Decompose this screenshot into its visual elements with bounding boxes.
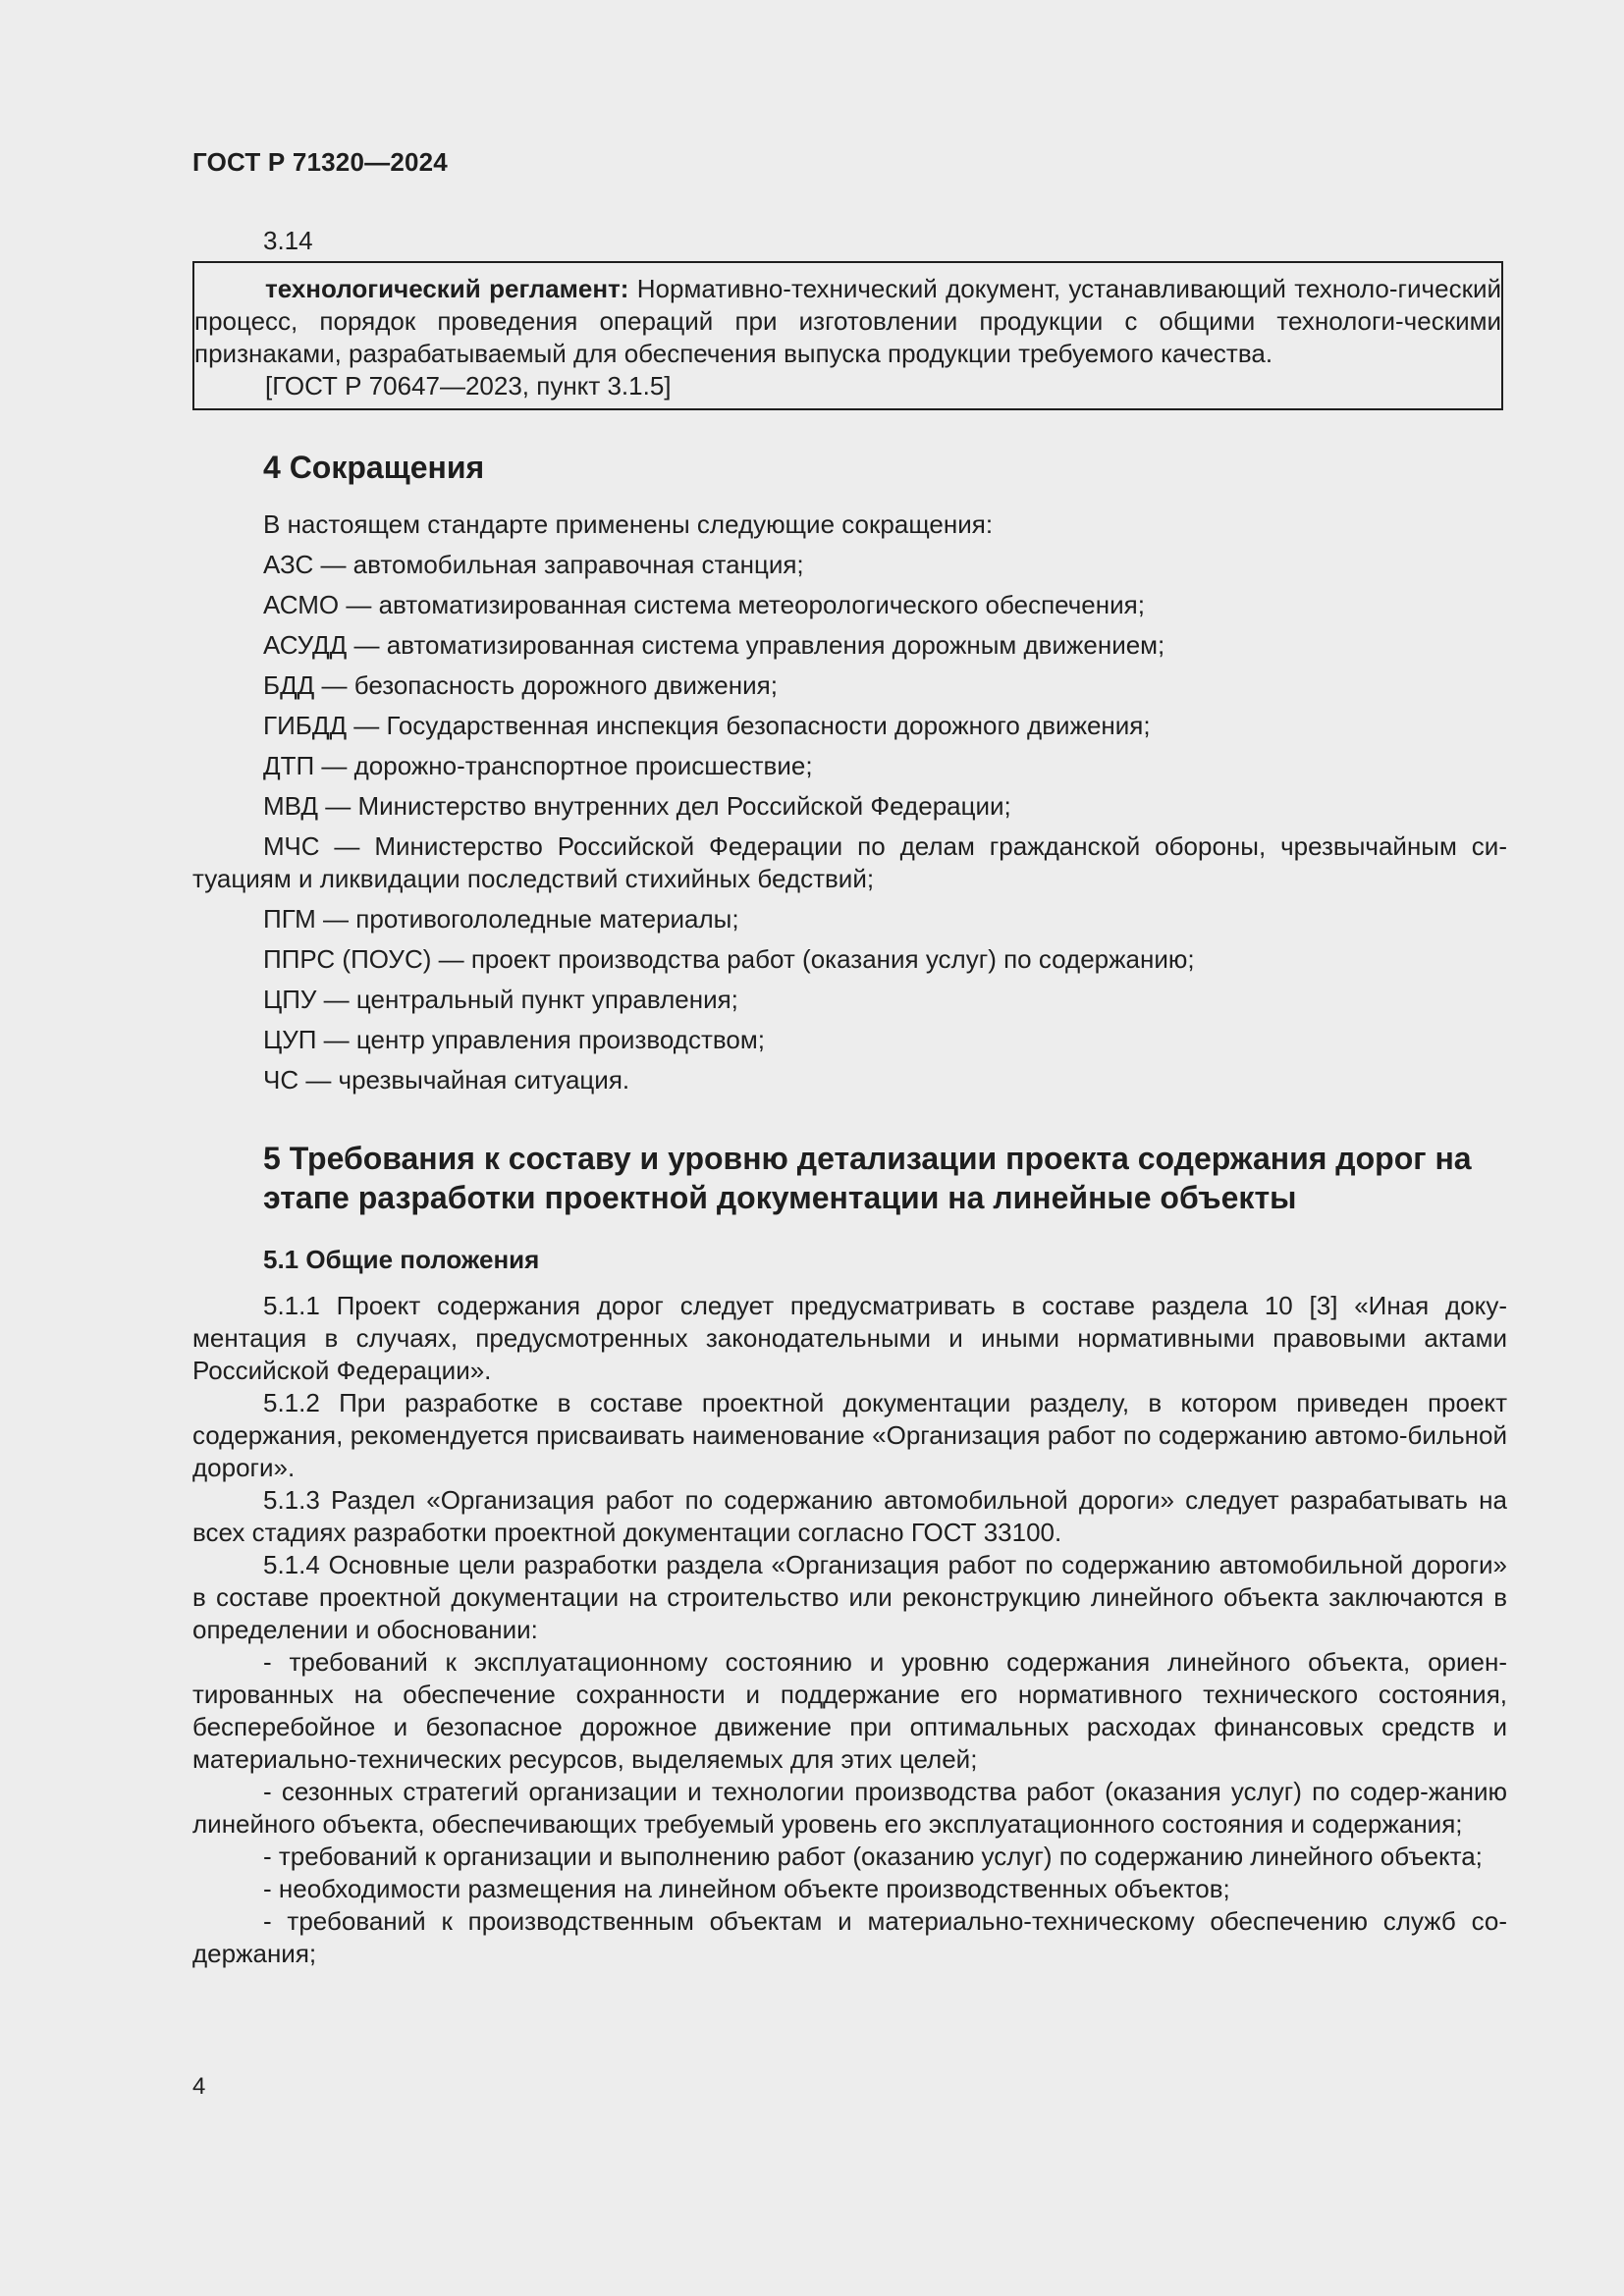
list-item: - требований к производственным объектам и материально-техническому обеспечению служб со-держания;: [192, 1906, 1507, 1968]
abbreviation-intro: В настоящем стандарте применены следующие сокращения:: [263, 509, 994, 539]
abbreviation-item: ГИБДД — Государственная инспекция безопасности дорожного движения;: [263, 711, 1151, 740]
term-number: 3.14: [263, 226, 313, 255]
abbreviation-item: ППРС (ПОУС) — проект производства работ (оказания услуг) по содержанию;: [263, 944, 1195, 974]
abbreviation-list: [192, 508, 1507, 1104]
section-4-title: 4 Сокращения: [263, 450, 485, 485]
list-item: - требований к организации и выполнению работ (оказанию услуг) по содержанию линейного объекта;: [263, 1842, 1483, 1871]
list-item: - требований к эксплуатационному состоянию и уровню содержания линейного объекта, ориен-тированных на обеспечение сохранности и поддержание его нормативного технического состояния, бесперебойное и безопасное дорожное движение при оптимальных расходах финансовых средств и материально-технических ресурсов, выделяемых для этих целей;: [192, 1647, 1507, 1774]
term-source: [ГОСТ Р 70647—2023, пункт 3.1.5]: [265, 371, 672, 400]
page-number: 4: [192, 2073, 206, 2100]
section-5-1-body: [192, 1290, 1507, 1970]
paragraph: 5.1.2 При разработке в составе проектной документации разделу, в котором приведен проект содержания, рекомендуется присваивать наименование «Организация работ по содержанию автомо-бильной дороги».: [192, 1388, 1507, 1482]
abbreviation-item: АСМО — автоматизированная система метеорологического обеспечения;: [263, 590, 1145, 619]
term-label: технологический регламент:: [265, 274, 629, 303]
section-5-title: 5 Требования к составу и уровню детализации проекта содержания дорог на этапе разработки проектной документации на линейные объекты: [263, 1141, 1472, 1215]
abbreviation-item: МВД — Министерство внутренних дел Российской Федерации;: [263, 791, 1011, 821]
paragraph: 5.1.1 Проект содержания дорог следует предусматривать в составе раздела 10 [3] «Иная доку-ментация в случаях, предусмотренных законодательными и иными нормативными правовыми актами Российской Федерации».: [192, 1291, 1507, 1385]
abbreviation-item: ПГМ — противогололедные материалы;: [263, 904, 739, 934]
abbreviation-item: БДД — безопасность дорожного движения;: [263, 670, 778, 700]
abbreviation-item: ЦУП — центр управления производством;: [263, 1025, 765, 1054]
document-header: ГОСТ Р 71320—2024: [192, 147, 448, 177]
abbreviation-item: ЧС — чрезвычайная ситуация.: [263, 1065, 630, 1095]
list-item: - сезонных стратегий организации и технологии производства работ (оказания услуг) по содер-жанию линейного объекта, обеспечивающих требуемый уровень его эксплуатационного состояния и содержания;: [192, 1777, 1507, 1839]
term-definition: [194, 273, 1501, 370]
abbreviation-item: АСУДД — автоматизированная система управления дорожным движением;: [263, 630, 1165, 660]
abbreviation-item: ЦПУ — центральный пункт управления;: [263, 985, 738, 1014]
abbreviation-item: АЗС — автомобильная заправочная станция;: [263, 550, 804, 579]
term-definition-box: [192, 261, 1503, 410]
subsection-5-1-title: 5.1 Общие положения: [263, 1245, 540, 1274]
abbreviation-item: МЧС — Министерство Российской Федерации по делам гражданской обороны, чрезвычайным си-туациям и ликвидации последствий стихийных бедствий;: [192, 831, 1507, 893]
term-definition-text: Нормативно-технический документ, устанавливающий техноло-гический процесс, порядок проведения операций при изготовлении продукции с общими технологи-ческими признаками, разрабатываемый для обеспечения выпуска продукции требуемого качества.: [194, 274, 1501, 368]
paragraph: 5.1.3 Раздел «Организация работ по содержанию автомобильной дороги» следует разрабатывать на всех стадиях разработки проектной документации согласно ГОСТ 33100.: [192, 1485, 1507, 1547]
abbreviation-item: ДТП — дорожно-транспортное происшествие;: [263, 751, 813, 780]
paragraph: 5.1.4 Основные цели разработки раздела «Организация работ по содержанию автомобильной дороги» в составе проектной документации на строительство или реконструкцию линейного объекта заключаются в определении и обосновании:: [192, 1550, 1507, 1644]
list-item: - необходимости размещения на линейном объекте производственных объектов;: [263, 1874, 1230, 1903]
